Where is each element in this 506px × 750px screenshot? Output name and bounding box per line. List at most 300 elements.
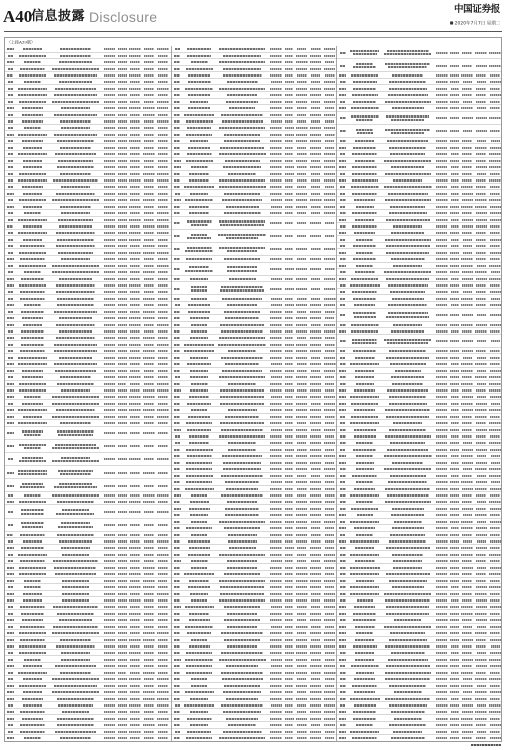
- illegible-table-text: [130, 278, 139, 280]
- illegible-table-text: [270, 248, 281, 250]
- illegible-table-text: [325, 107, 334, 109]
- illegible-table-text: [174, 288, 179, 290]
- illegible-table-text: [325, 613, 334, 615]
- illegible-table-text: [436, 691, 448, 693]
- illegible-table-text: [490, 527, 500, 529]
- illegible-table-text: [61, 127, 91, 129]
- illegible-table-text: [477, 685, 486, 687]
- illegible-table-text: [227, 645, 256, 647]
- illegible-table-text: [118, 724, 127, 726]
- illegible-table-text: [271, 626, 282, 628]
- illegible-table-text: [271, 81, 282, 83]
- illegible-table-text: [270, 449, 282, 451]
- illegible-table-text: [7, 698, 14, 700]
- illegible-table-text: [118, 153, 127, 155]
- illegible-table-text: [18, 232, 47, 234]
- illegible-table-text: [476, 580, 486, 582]
- illegible-table-text: [130, 672, 139, 674]
- illegible-table-text: [18, 88, 46, 90]
- illegible-table-text: [490, 626, 501, 628]
- illegible-table-text: [324, 409, 335, 411]
- table-column-group-right: [336, 46, 502, 742]
- illegible-table-text: [158, 258, 168, 260]
- illegible-table-text: [475, 691, 486, 693]
- illegible-table-text: [462, 599, 472, 601]
- illegible-table-text: [157, 344, 168, 346]
- illegible-table-text: [144, 547, 153, 549]
- illegible-table-text: [285, 344, 294, 346]
- illegible-table-text: [489, 573, 501, 575]
- illegible-table-text: [451, 179, 459, 181]
- illegible-table-text: [224, 258, 261, 260]
- illegible-table-text: [104, 107, 116, 109]
- illegible-table-text: [436, 731, 448, 733]
- illegible-table-text: [310, 508, 320, 510]
- illegible-table-text: [144, 445, 154, 447]
- illegible-table-text: [189, 442, 209, 444]
- illegible-table-text: [174, 422, 181, 424]
- illegible-table-text: [225, 160, 260, 162]
- illegible-table-text: [118, 232, 127, 234]
- illegible-table-text: [118, 199, 126, 201]
- illegible-table-text: [436, 599, 447, 601]
- illegible-table-text: [144, 593, 153, 595]
- illegible-table-text: [353, 449, 376, 451]
- illegible-table-text: [219, 554, 265, 556]
- illegible-table-text: [462, 573, 472, 575]
- illegible-table-text: [297, 179, 307, 181]
- illegible-table-text: [325, 659, 335, 661]
- illegible-table-text: [61, 457, 90, 459]
- illegible-table-text: [476, 573, 486, 575]
- illegible-table-text: [475, 52, 487, 54]
- illegible-table-text: [129, 573, 141, 575]
- illegible-table-text: [130, 626, 139, 628]
- illegible-table-text: [158, 206, 168, 208]
- illegible-table-text: [476, 298, 487, 300]
- illegible-table-text: [143, 501, 155, 503]
- illegible-table-text: [436, 258, 448, 260]
- illegible-table-text: [324, 396, 334, 398]
- illegible-table-text: [311, 475, 321, 477]
- illegible-table-text: [104, 114, 116, 116]
- illegible-table-text: [296, 403, 307, 405]
- illegible-table-text: [297, 711, 306, 713]
- illegible-table-text: [189, 206, 209, 208]
- illegible-table-text: [490, 567, 501, 569]
- illegible-table-text: [174, 455, 180, 457]
- illegible-table-text: [450, 212, 459, 214]
- illegible-table-text: [174, 248, 180, 250]
- illegible-table-text: [285, 337, 294, 339]
- illegible-table-text: [187, 363, 211, 365]
- illegible-table-text: [104, 81, 115, 83]
- illegible-table-text: [476, 534, 487, 536]
- illegible-table-text: [462, 278, 473, 280]
- illegible-table-text: [61, 258, 91, 260]
- illegible-table-text: [19, 652, 46, 654]
- illegible-table-text: [222, 298, 262, 300]
- illegible-table-text: [475, 147, 487, 149]
- illegible-table-text: [311, 724, 320, 726]
- illegible-table-text: [325, 147, 335, 149]
- illegible-table-text: [144, 265, 154, 267]
- illegible-table-text: [476, 672, 486, 674]
- illegible-table-text: [104, 524, 116, 526]
- illegible-table-text: [296, 376, 308, 378]
- illegible-table-text: [490, 724, 501, 726]
- illegible-table-text: [462, 409, 473, 411]
- illegible-table-text: [489, 409, 501, 411]
- illegible-table-text: [270, 173, 281, 175]
- illegible-table-text: [158, 567, 168, 569]
- illegible-table-text: [340, 704, 346, 706]
- illegible-table-text: [189, 173, 210, 175]
- illegible-table-text: [462, 219, 473, 221]
- illegible-table-text: [296, 580, 308, 582]
- illegible-table-text: [450, 481, 459, 483]
- table-row: [5, 427, 171, 440]
- illegible-table-text: [221, 672, 263, 674]
- illegible-table-text: [104, 472, 115, 474]
- illegible-table-text: [53, 560, 99, 562]
- illegible-table-text: [310, 140, 322, 142]
- illegible-table-text: [158, 81, 168, 83]
- illegible-table-text: [490, 691, 501, 693]
- illegible-table-text: [129, 252, 140, 254]
- illegible-table-text: [296, 134, 307, 136]
- illegible-table-text: [158, 645, 167, 647]
- illegible-table-text: [22, 107, 43, 109]
- illegible-table-text: [310, 501, 322, 503]
- illegible-table-text: [270, 435, 282, 437]
- illegible-table-text: [490, 718, 499, 720]
- illegible-table-text: [18, 470, 48, 472]
- illegible-table-text: [221, 330, 264, 332]
- illegible-table-text: [157, 691, 169, 693]
- illegible-table-text: [450, 626, 459, 628]
- illegible-table-text: [20, 258, 46, 260]
- illegible-table-text: [436, 442, 447, 444]
- illegible-table-text: [476, 193, 485, 195]
- illegible-table-text: [285, 403, 294, 405]
- illegible-table-text: [158, 140, 168, 142]
- illegible-table-text: [385, 129, 430, 131]
- illegible-table-text: [270, 508, 282, 510]
- illegible-table-text: [104, 186, 115, 188]
- illegible-table-text: [384, 468, 431, 470]
- illegible-table-text: [188, 554, 209, 556]
- illegible-table-text: [57, 534, 95, 536]
- illegible-table-text: [104, 659, 115, 661]
- illegible-table-text: [175, 435, 180, 437]
- illegible-table-text: [174, 350, 180, 352]
- illegible-table-text: [270, 416, 282, 418]
- illegible-table-text: [224, 140, 260, 142]
- illegible-table-text: [490, 258, 500, 260]
- illegible-table-text: [143, 698, 155, 700]
- illegible-table-text: [271, 363, 282, 365]
- illegible-table-text: [186, 481, 212, 483]
- illegible-table-text: [228, 173, 256, 175]
- illegible-table-text: [436, 278, 448, 280]
- illegible-table-text: [174, 429, 181, 431]
- illegible-table-text: [324, 166, 335, 168]
- illegible-table-text: [296, 88, 307, 90]
- illegible-table-text: [463, 130, 472, 132]
- illegible-table-text: [436, 239, 447, 241]
- illegible-table-text: [340, 117, 346, 119]
- illegible-table-text: [386, 573, 430, 575]
- illegible-table-text: [325, 435, 335, 437]
- illegible-table-text: [352, 193, 377, 195]
- illegible-table-text: [491, 271, 500, 273]
- illegible-table-text: [58, 434, 94, 436]
- illegible-table-text: [104, 134, 115, 136]
- illegible-table-text: [476, 117, 487, 119]
- illegible-table-text: [436, 107, 448, 109]
- illegible-table-text: [285, 363, 293, 365]
- illegible-table-text: [228, 350, 257, 352]
- illegible-table-text: [271, 278, 282, 280]
- illegible-table-text: [436, 606, 448, 608]
- illegible-table-text: [450, 284, 458, 286]
- illegible-table-text: [351, 186, 379, 188]
- illegible-table-text: [130, 245, 141, 247]
- illegible-table-text: [227, 567, 257, 569]
- illegible-table-text: [462, 462, 473, 464]
- illegible-table-text: [476, 527, 487, 529]
- illegible-table-text: [285, 389, 294, 391]
- illegible-table-text: [285, 55, 294, 57]
- illegible-table-text: [285, 288, 294, 290]
- illegible-table-text: [23, 704, 42, 706]
- illegible-table-text: [462, 737, 473, 739]
- illegible-table-text: [186, 160, 213, 162]
- illegible-table-text: [61, 186, 90, 188]
- illegible-table-text: [158, 606, 168, 608]
- illegible-table-text: [129, 344, 141, 346]
- illegible-table-text: [143, 691, 154, 693]
- illegible-table-text: [490, 173, 500, 175]
- illegible-table-text: [20, 245, 45, 247]
- illegible-table-text: [144, 659, 154, 661]
- illegible-table-text: [350, 586, 380, 588]
- illegible-table-text: [118, 324, 126, 326]
- illegible-table-text: [174, 645, 180, 647]
- illegible-table-text: [352, 153, 377, 155]
- illegible-table-text: [297, 678, 306, 680]
- illegible-table-text: [118, 652, 127, 654]
- illegible-table-text: [23, 416, 41, 418]
- illegible-table-text: [21, 522, 44, 524]
- illegible-table-text: [23, 593, 42, 595]
- illegible-table-text: [225, 416, 259, 418]
- illegible-table-text: [158, 485, 168, 487]
- illegible-table-text: [104, 278, 116, 280]
- illegible-table-text: [158, 114, 169, 116]
- illegible-table-text: [392, 74, 422, 76]
- illegible-table-text: [491, 298, 500, 300]
- illegible-table-text: [184, 114, 213, 116]
- illegible-table-text: [324, 606, 335, 608]
- illegible-table-text: [174, 166, 181, 168]
- illegible-table-text: [450, 252, 459, 254]
- illegible-table-text: [174, 389, 181, 391]
- illegible-table-text: [350, 284, 380, 286]
- illegible-table-text: [297, 81, 307, 83]
- illegible-table-text: [61, 659, 91, 661]
- illegible-table-text: [340, 442, 346, 444]
- illegible-table-text: [129, 55, 140, 57]
- illegible-table-text: [451, 166, 459, 168]
- illegible-table-text: [7, 593, 13, 595]
- illegible-table-text: [357, 132, 373, 134]
- illegible-table-text: [118, 265, 127, 267]
- illegible-table-text: [462, 314, 473, 316]
- illegible-table-text: [8, 678, 14, 680]
- illegible-table-text: [311, 521, 321, 523]
- illegible-table-text: [19, 501, 45, 503]
- illegible-table-text: [158, 284, 169, 286]
- illegible-table-text: [490, 632, 499, 634]
- illegible-table-text: [228, 534, 257, 536]
- illegible-table-text: [187, 403, 211, 405]
- illegible-table-text: [270, 127, 281, 129]
- illegible-table-text: [450, 429, 459, 431]
- illegible-table-text: [191, 234, 207, 236]
- illegible-table-text: [296, 659, 306, 661]
- illegible-table-text: [297, 619, 306, 621]
- illegible-table-text: [310, 363, 321, 365]
- illegible-table-text: [463, 357, 472, 359]
- illegible-table-text: [118, 376, 127, 378]
- illegible-table-text: [389, 639, 427, 641]
- illegible-table-text: [158, 659, 168, 661]
- illegible-table-text: [219, 599, 266, 601]
- illegible-table-text: [157, 511, 169, 513]
- illegible-table-text: [104, 193, 116, 195]
- illegible-table-text: [118, 206, 126, 208]
- illegible-table-text: [130, 554, 139, 556]
- illegible-table-text: [56, 337, 94, 339]
- illegible-table-text: [144, 206, 154, 208]
- illegible-table-text: [143, 350, 155, 352]
- illegible-table-text: [491, 403, 500, 405]
- illegible-table-text: [450, 613, 459, 615]
- illegible-table-text: [285, 357, 294, 359]
- illegible-table-text: [270, 350, 282, 352]
- illegible-table-text: [187, 718, 212, 720]
- illegible-table-text: [143, 432, 155, 434]
- illegible-table-text: [24, 271, 40, 273]
- illegible-table-text: [104, 652, 116, 654]
- illegible-table-text: [174, 199, 181, 201]
- illegible-table-text: [271, 665, 282, 667]
- illegible-table-text: [394, 619, 421, 621]
- illegible-table-text: [221, 652, 263, 654]
- illegible-table-text: [450, 514, 459, 516]
- illegible-table-text: [311, 403, 321, 405]
- illegible-table-text: [389, 540, 427, 542]
- illegible-table-text: [325, 350, 335, 352]
- illegible-table-text: [451, 225, 459, 227]
- illegible-table-text: [436, 245, 448, 247]
- illegible-table-text: [158, 311, 167, 313]
- illegible-table-text: [174, 134, 180, 136]
- illegible-table-text: [158, 586, 168, 588]
- illegible-table-text: [285, 212, 294, 214]
- illegible-table-text: [356, 206, 374, 208]
- illegible-table-text: [285, 691, 293, 693]
- illegible-table-text: [174, 396, 180, 398]
- illegible-table-text: [174, 613, 179, 615]
- illegible-table-text: [340, 52, 346, 54]
- illegible-table-text: [270, 731, 281, 733]
- illegible-table-text: [285, 74, 293, 76]
- illegible-table-text: [104, 396, 115, 398]
- illegible-table-text: [118, 271, 127, 273]
- illegible-table-text: [224, 685, 260, 687]
- illegible-table-text: [477, 501, 486, 503]
- illegible-table-text: [130, 685, 140, 687]
- illegible-table-text: [174, 212, 179, 214]
- illegible-table-text: [451, 239, 459, 241]
- illegible-table-text: [174, 639, 180, 641]
- illegible-table-text: [57, 430, 95, 432]
- illegible-table-text: [144, 101, 154, 103]
- illegible-table-text: [324, 179, 335, 181]
- illegible-table-text: [285, 554, 294, 556]
- illegible-table-text: [129, 704, 140, 706]
- illegible-table-text: [311, 212, 320, 214]
- illegible-table-text: [297, 704, 306, 706]
- illegible-table-text: [340, 468, 346, 470]
- illegible-table-text: [354, 678, 375, 680]
- illegible-table-text: [158, 731, 168, 733]
- illegible-table-text: [61, 212, 90, 214]
- illegible-table-text: [489, 429, 501, 431]
- illegible-table-text: [310, 619, 321, 621]
- illegible-table-text: [462, 534, 473, 536]
- illegible-table-text: [340, 193, 345, 195]
- illegible-table-text: [451, 731, 459, 733]
- illegible-table-text: [310, 114, 321, 116]
- illegible-table-text: [325, 731, 335, 733]
- illegible-table-text: [7, 48, 14, 50]
- illegible-table-text: [311, 206, 321, 208]
- illegible-table-text: [59, 540, 91, 542]
- illegible-table-text: [296, 652, 307, 654]
- illegible-table-text: [340, 101, 345, 103]
- illegible-table-text: [185, 626, 213, 628]
- illegible-table-text: [104, 120, 115, 122]
- illegible-table-text: [7, 567, 13, 569]
- illegible-table-text: [19, 389, 46, 391]
- table-row: [172, 230, 337, 243]
- illegible-table-text: [296, 672, 307, 674]
- illegible-table-text: [340, 481, 345, 483]
- illegible-table-text: [297, 724, 307, 726]
- illegible-table-text: [451, 455, 459, 457]
- illegible-table-text: [174, 298, 179, 300]
- illegible-table-text: [104, 554, 115, 556]
- illegible-table-text: [104, 311, 116, 313]
- illegible-table-text: [270, 134, 282, 136]
- illegible-table-text: [223, 74, 262, 76]
- illegible-table-text: [351, 508, 378, 510]
- illegible-table-text: [340, 225, 346, 227]
